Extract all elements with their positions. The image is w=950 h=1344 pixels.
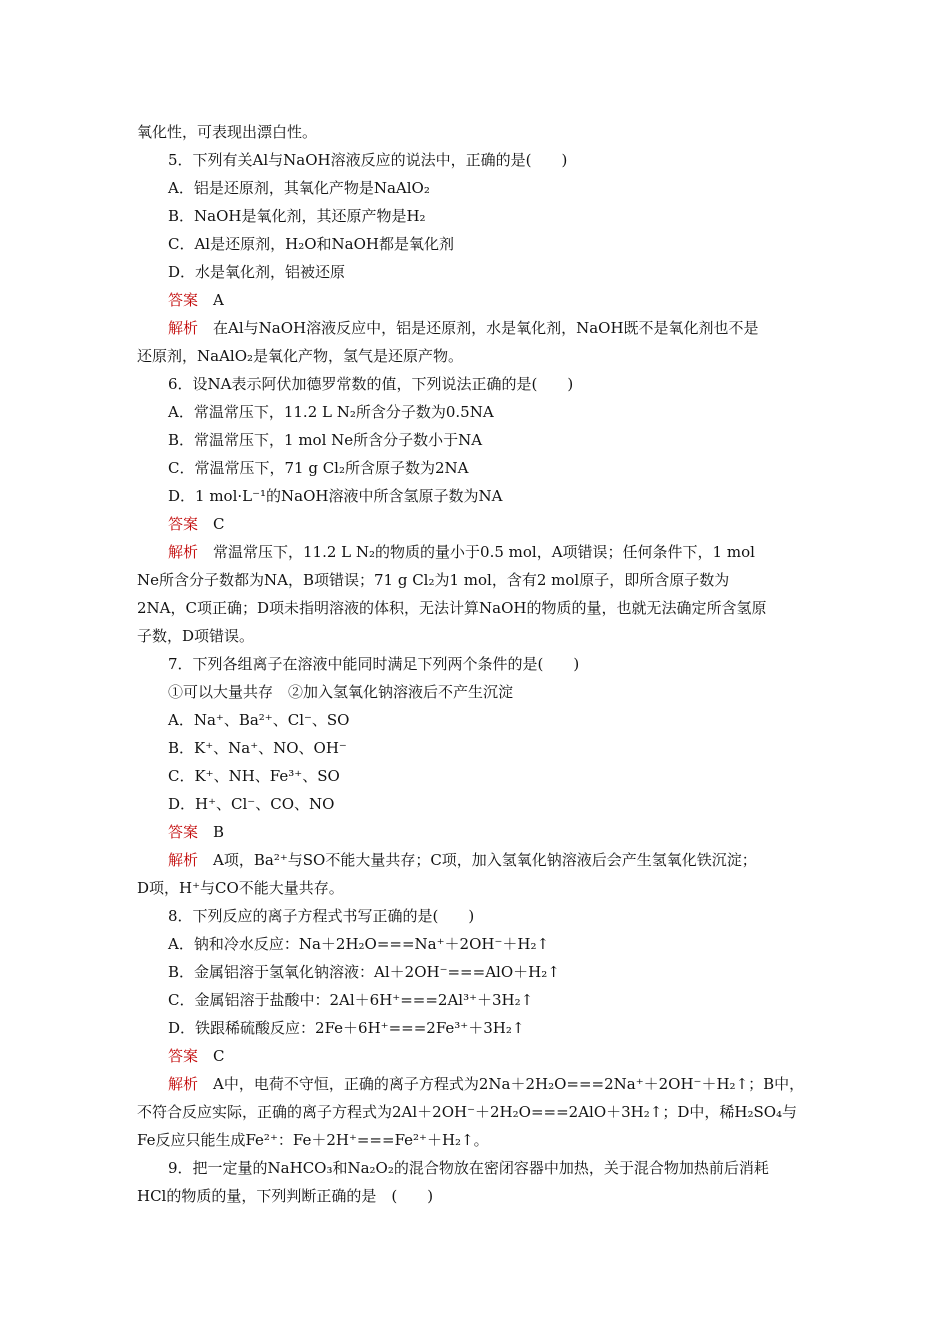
text-line: Ne所含分子数都为NA，B项错误；71 g Cl₂为1 mol，含有2 mol原子，即所含原子数为 (137, 571, 730, 589)
text-line: 子数，D项错误。 (137, 627, 255, 645)
option-b: B．NaOH是氧化剂，其还原产物是H₂ (168, 207, 426, 225)
question-5: 5．下列有关Al与NaOH溶液反应的说法中，正确的是( ) (168, 151, 568, 169)
option-c: C．K⁺、NH、Fe³⁺、SO (168, 767, 340, 785)
option-c: C．Al是还原剂，H₂O和NaOH都是氧化剂 (168, 235, 454, 253)
answer-value: A (198, 291, 224, 309)
option-a: A．常温常压下，11.2 L N₂所含分子数为0.5NA (168, 403, 494, 421)
option-d: D．铁跟稀硫酸反应：2Fe＋6H⁺===2Fe³⁺＋3H₂↑ (168, 1019, 525, 1037)
option-d: D．1 mol·L⁻¹的NaOH溶液中所含氢原子数为NA (168, 487, 503, 505)
option-a: A．Na⁺、Ba²⁺、Cl⁻、SO (168, 711, 350, 729)
question-9: 9．把一定量的NaHCO₃和Na₂O₂的混合物放在密闭容器中加热，关于混合物加热前后消耗 (168, 1159, 769, 1177)
answer-value: C (198, 515, 225, 533)
analysis-text: A中，电荷不守恒，正确的离子方程式为2Na＋2H₂O===2Na⁺＋2OH⁻＋H₂↑；B中， (198, 1075, 805, 1093)
answer-value: B (198, 823, 225, 841)
option-a: A．钠和冷水反应：Na＋2H₂O===Na⁺＋2OH⁻＋H₂↑ (168, 935, 550, 953)
option-b: B．K⁺、Na⁺、NO、OH⁻ (168, 739, 347, 757)
answer-label: 答案 (168, 515, 199, 533)
option-d: D．H⁺、Cl⁻、CO、NO (168, 795, 335, 813)
answer-label: 答案 (168, 1047, 199, 1065)
text-line: HCl的物质的量，下列判断正确的是 ( ) (137, 1187, 434, 1205)
option-a: A．铝是还原剂，其氧化产物是NaAlO₂ (168, 179, 430, 197)
analysis-text: A项，Ba²⁺与SO不能大量共存；C项，加入氢氧化钠溶液后会产生氢氧化铁沉淀； (198, 851, 757, 869)
analysis-text: 常温常压下，11.2 L N₂的物质的量小于0.5 mol，A项错误；任何条件下，1 mol (198, 543, 755, 561)
text-line: D项，H⁺与CO不能大量共存。 (137, 879, 344, 897)
text-line: Fe反应只能生成Fe²⁺：Fe＋2H⁺===Fe²⁺＋H₂↑。 (137, 1131, 489, 1149)
answer-line (168, 514, 848, 534)
option-d: D．水是氧化剂，铝被还原 (168, 263, 346, 281)
question-6: 6．设NA表示阿伏加德罗常数的值，下列说法正确的是( ) (168, 375, 574, 393)
answer-label: 答案 (168, 291, 199, 309)
option-c: C．金属铝溶于盐酸中：2Al＋6H⁺===2Al³⁺＋3H₂↑ (168, 991, 534, 1009)
text-line: 还原剂，NaAlO₂是氧化产物，氢气是还原产物。 (137, 347, 464, 365)
analysis-text: 在Al与NaOH溶液反应中，铝是还原剂，水是氧化剂，NaOH既不是氧化剂也不是 (198, 319, 759, 337)
question-8: 8．下列反应的离子方程式书写正确的是( ) (168, 907, 475, 925)
question-7: 7．下列各组离子在溶液中能同时满足下列两个条件的是( ) (168, 655, 580, 673)
analysis-line (168, 318, 848, 338)
analysis-label: 解析 (168, 851, 199, 869)
answer-line (168, 822, 848, 842)
answer-value: C (198, 1047, 225, 1065)
analysis-line (168, 1074, 848, 1094)
analysis-line (168, 850, 848, 870)
analysis-label: 解析 (168, 319, 199, 337)
text-line: 氧化性，可表现出漂白性。 (137, 123, 318, 141)
text-line: 不符合反应实际，正确的离子方程式为2Al＋2OH⁻＋2H₂O===2AlO＋3H₂↑；D中，稀H₂SO₄与 (137, 1103, 798, 1121)
option-c: C．常温常压下，71 g Cl₂所含原子数为2NA (168, 459, 469, 477)
answer-line (168, 290, 848, 310)
text-line: 2NA，C项正确；D项未指明溶液的体积，无法计算NaOH的物质的量，也就无法确定所含氢原 (137, 599, 767, 617)
option-b: B．金属铝溶于氢氧化钠溶液：Al＋2OH⁻===AlO＋H₂↑ (168, 963, 560, 981)
conditions-line: ①可以大量共存 ②加入氢氧化钠溶液后不产生沉淀 (168, 683, 514, 701)
analysis-label: 解析 (168, 543, 199, 561)
answer-line (168, 1046, 848, 1066)
option-b: B．常温常压下，1 mol Ne所含分子数小于NA (168, 431, 483, 449)
answer-label: 答案 (168, 823, 199, 841)
analysis-line (168, 542, 848, 562)
analysis-label: 解析 (168, 1075, 199, 1093)
